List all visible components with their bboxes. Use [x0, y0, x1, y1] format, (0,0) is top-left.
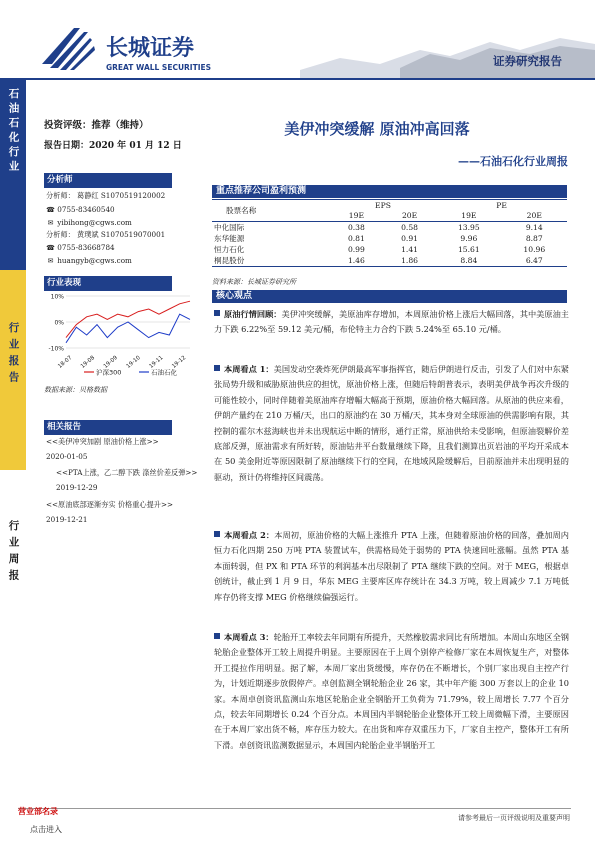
related-report-1[interactable]: <<美伊冲突加剧 原油价格上涨>>: [46, 437, 159, 446]
footer-note: 请参考最后一页评级说明及重要声明: [458, 814, 570, 822]
company-name: 东华能源: [214, 234, 245, 243]
logo-cn: 长城证券: [106, 36, 195, 61]
logo-mark: [42, 28, 95, 70]
bullet-icon: [214, 310, 220, 316]
core-heading: 核心观点: [212, 290, 567, 303]
x-tick-label: 18-07: [57, 354, 74, 370]
table-cell: 9.96: [460, 234, 478, 243]
side-label-type-text: 行业周报: [7, 520, 20, 586]
email-icon: ✉: [47, 257, 54, 265]
report-type: 证券研究报告: [493, 54, 562, 68]
chart-legend: [84, 368, 178, 377]
analysts-heading: 分析师: [44, 173, 172, 188]
company-name: 桐昆股份: [212, 255, 330, 267]
table-cell: 1.41: [401, 245, 419, 254]
related-report-2-date: 2019-12-29: [56, 483, 98, 492]
page-title: 美伊冲突缓解 原油冲高回落: [284, 120, 470, 138]
email-icon: ✉: [47, 219, 54, 227]
related-report-1-date: 2020-01-05: [46, 452, 88, 461]
report-date: 报告日期：2020 年 01 月 12 日: [44, 141, 182, 151]
x-tick-label: 19-09: [102, 354, 119, 370]
col-year: 19E: [348, 211, 365, 221]
table-cell: 0.81: [347, 234, 365, 243]
table-row: [212, 244, 567, 255]
bullet-icon: [214, 531, 220, 537]
table-cell: 13.95: [436, 222, 501, 234]
performance-source: 数据来源：贝格数据: [44, 386, 107, 394]
paragraph-text: 轮胎开工率较去年同期有所提升，天然橡胶需求同比有所增加。本周山东地区全钢轮胎企业整体开工较上周提升明显。主要原因在于上周个别停产检修厂家在本周恢复生产，对整体开工提拉作用明显。据了解，本周厂家出货缓慢，库存仍在不断增长，个别厂家出现自主控产行为，计划近期逐步放假停产。卓创监测全钢轮胎企业 26 家，其中年产能 300 万套以上的企业 10 家。本周卓创资讯监测山东地区轮胎企业全钢胎开工负荷为 71.79%，较上周增长 7.77 个百分点，较去年同期增长 0.24 个百分点。本周国内半钢轮胎企业整体开工较上周微幅下滑，主要原因在于本周厂家出货不畅，库存压力较大。在出货和库存双重压力下，厂家自主控产，整体开工有所下滑。卓创资讯监测数据显示，本周国内轮胎企业半钢胎开工: [214, 632, 569, 750]
bullet-icon: [214, 633, 220, 639]
col-eps-group: EPS: [330, 200, 436, 211]
side-label-category: [0, 270, 26, 470]
great-wall-banner: [300, 20, 595, 78]
legend-label: 沪深300: [96, 368, 122, 377]
table-cell: 6.47: [502, 255, 567, 267]
header-rule: [0, 78, 595, 80]
side-label-type: [0, 470, 26, 620]
paragraph-label: 本周看点 1：: [224, 364, 274, 374]
legend-label: 石油石化: [151, 368, 177, 377]
side-label-industry: [0, 80, 26, 270]
bullet-icon: [214, 365, 220, 371]
related-heading: 相关报告: [44, 420, 172, 435]
related-report-3-date: 2019-12-21: [46, 515, 88, 524]
x-tick-label: 19-08: [79, 354, 97, 370]
analyst-1-email[interactable]: [46, 218, 132, 227]
analyst-2-phone-text: 0755-83668784: [57, 243, 115, 252]
col-year: 20E: [526, 211, 542, 221]
table-cell: 1.86: [383, 255, 436, 267]
paragraph-label: 本周看点 2：: [224, 530, 275, 540]
col-pe-group: PE: [436, 200, 567, 211]
table-cell: 10.96: [523, 245, 546, 254]
forecast-heading: 重点推荐公司盈利预测: [212, 185, 567, 198]
table-cell: 0.38: [330, 222, 383, 234]
analyst-2-name: 分析师： 黄璞斌 S1070519070001: [46, 230, 166, 239]
table-cell: 8.84: [436, 255, 501, 267]
table-cell: 9.14: [502, 222, 567, 234]
table-cell: 15.61: [457, 245, 480, 254]
analyst-2-email-text[interactable]: huangyb@cgws.com: [57, 256, 132, 265]
forecast-source: 资料来源：长城证券研究所: [212, 278, 296, 286]
chart-y-ticks: [48, 294, 64, 353]
table-cell: 0.99: [347, 245, 365, 254]
analyst-2-email[interactable]: [46, 256, 132, 265]
forecast-table: [212, 199, 567, 267]
performance-heading: 行业表现: [44, 276, 172, 291]
paragraph-text: 美国发动空袭炸死伊朗最高军事指挥官，随后伊朗进行反击，引发了人们对中东紧张局势升级和威胁原油供应的担忧，原油价格上涨，但随后特朗普表示，表明美伊战争再次升级的可能性较小，同时伴随着美原油库存增幅大幅高于预期，原油价格大幅回落。从原油的供应来看，伊朗产量约在 210 万桶/天，出口的原油约在 30 万桶/天，其本身对全球原油的供需影响有限，其控制的霍尔木兹海峡也并未出现航运中断的情形，通行正常，原油供给未受影响，但原油裂解价差底部反弹，原油需求有所好转，原油钻井平台数量继续下降，且我们测算出页岩油的平均开采成本在 50 美金附近等原因限制了原油继续下行的空间，在地域风险缓解后，目前原油并未出现明显的驱动，预计仍将维持区间震荡。: [214, 364, 569, 482]
related-report-3[interactable]: <<原油底部逐渐夯实 价格重心提升>>: [46, 500, 174, 509]
analyst-1-name: 分析师： 葛静红 S1070519120002: [46, 191, 166, 200]
analyst-2-phone: [46, 243, 115, 252]
side-label-category-text: 行业报告: [7, 322, 20, 388]
related-report-2[interactable]: <<PTA上涨，乙二醇下跌 涤丝价差反弹>>: [56, 468, 198, 477]
series-line: [66, 301, 190, 337]
core-paragraph-2: [214, 362, 569, 485]
table-row: [212, 222, 567, 234]
phone-icon: ☎: [46, 244, 55, 252]
x-tick-label: 19-12: [171, 354, 188, 370]
analyst-1-phone-text: 0755-83460540: [57, 205, 115, 214]
paragraph-text: 美伊冲突缓解，美原油库存增加，本周原油价格上涨后大幅回落，其中美原油主力下跌 6.22%至 59.12 美元/桶，布伦特主力合约下跌 5.24%至 65.10 元/桶。: [214, 309, 569, 335]
page-subtitle: ——石油石化行业周报: [458, 155, 568, 168]
core-paragraph-1: [214, 307, 569, 338]
analyst-1-email-text[interactable]: yibihong@cgws.com: [57, 218, 132, 227]
table-row: [212, 255, 567, 267]
investment-rating: 投资评级：推荐（维持）: [44, 120, 149, 131]
paragraph-text: 本周初，原油价格的大幅上涨推升 PTA 上涨，但随着原油价格的回落，叠加周内恒力石化四期 250 万吨 PTA 装置试车，供需格局处于弱势的 PTA 快速回吐涨幅。虽然 PTA 基本面转弱，但 PX 和 PTA 环节的利润基本出尽限制了 PTA 继续下跌的空间。对于 MEG，根据卓创统计，截止到 1 月 9 日，华东 MEG 主要库区库存统计在 34.3 万吨，较上周减少 7.1 万吨低库存仍将支撑 MEG 价格继续偏强运行。: [214, 530, 569, 602]
paragraph-label: 原油行情回顾：: [224, 309, 282, 319]
branch-directory-enter-link[interactable]: 点击进入: [30, 825, 62, 834]
phone-icon: ☎: [46, 206, 55, 214]
paragraph-label: 本周看点 3：: [224, 632, 274, 642]
table-cell: 8.87: [525, 234, 543, 243]
company-name: 中化国际: [212, 222, 330, 234]
core-paragraph-4: [214, 630, 569, 802]
company-logo: [40, 20, 240, 80]
table-cell: 1.46: [330, 255, 383, 267]
table-row: [212, 233, 567, 244]
x-tick-label: 19-11: [148, 354, 165, 370]
analyst-1-phone: [46, 205, 115, 214]
table-cell: 0.91: [401, 234, 419, 243]
y-tick-label: -10%: [48, 345, 64, 353]
footer-rule: [18, 808, 571, 809]
col-year: 20E: [401, 211, 418, 221]
col-year: 19E: [461, 211, 477, 221]
y-tick-label: 0%: [54, 319, 64, 327]
logo-en: GREAT WALL SECURITIES: [106, 63, 212, 72]
x-tick-label: 19-10: [125, 354, 142, 370]
y-tick-label: 10%: [50, 293, 64, 301]
company-name: 恒力石化: [214, 245, 245, 254]
side-label-industry-text: 石油石化行业: [7, 88, 20, 175]
table-cell: 0.58: [383, 222, 436, 234]
performance-chart: [44, 292, 194, 382]
branch-directory-link[interactable]: 营业部名录: [18, 807, 58, 816]
col-company-header: 股票名称: [212, 200, 330, 222]
core-paragraph-3: [214, 528, 569, 605]
